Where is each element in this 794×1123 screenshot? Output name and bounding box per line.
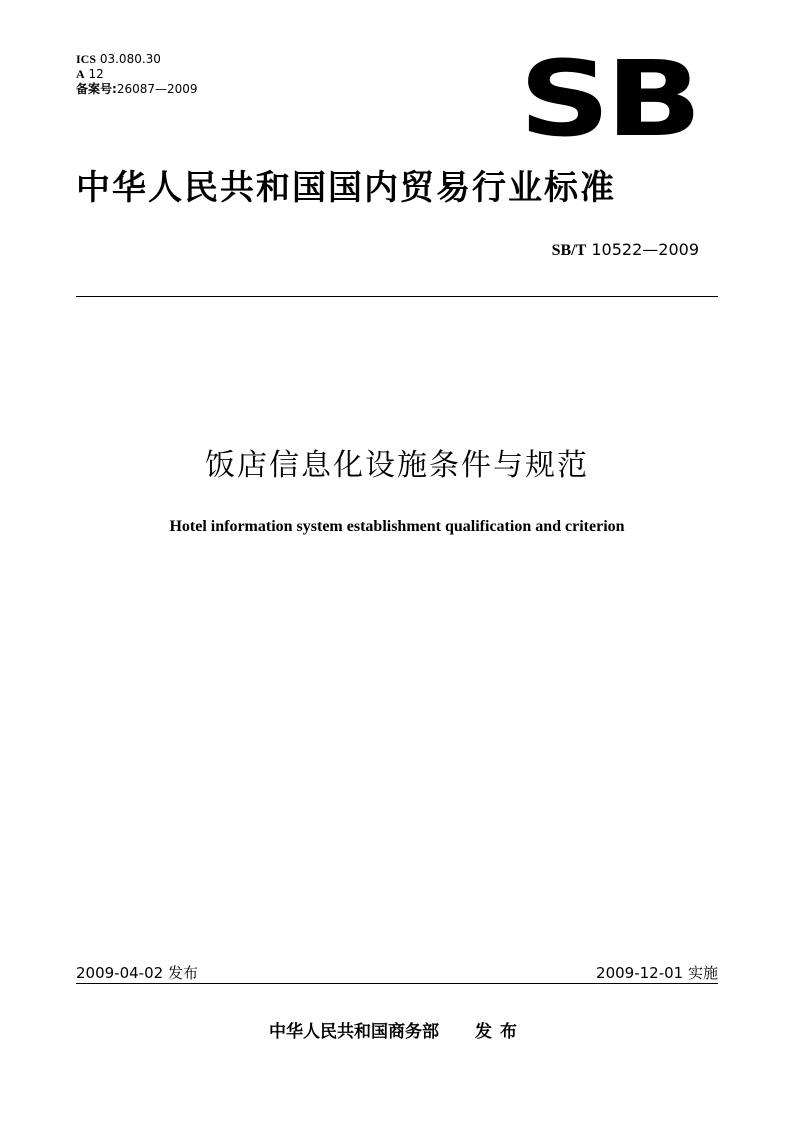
issuer-action: 发布 <box>475 1022 525 1042</box>
ccs-code: 12 <box>88 67 104 81</box>
ics-line <box>76 52 198 67</box>
filing-label: 备案号: <box>76 82 117 96</box>
standard-number <box>552 240 699 260</box>
issue-date: 2009-04-02 发布 <box>76 964 198 982</box>
org-title: 中华人民共和国国内贸易行业标准 <box>76 168 616 208</box>
document-meta <box>76 52 198 97</box>
ccs-line <box>76 67 198 82</box>
ics-label: ICS <box>76 52 97 66</box>
filing-line <box>76 82 198 97</box>
standard-code: 10522—2009 <box>591 240 699 259</box>
issuer-name: 中华人民共和国商务部 <box>269 1022 439 1042</box>
document-title-cn: 饭店信息化设施条件与规范 <box>205 448 589 483</box>
ccs-label: A <box>76 67 85 81</box>
implementation-date: 2009-12-01 实施 <box>596 964 718 982</box>
sb-logo: SB <box>519 38 698 160</box>
filing-code: 26087—2009 <box>116 82 198 96</box>
top-divider <box>76 296 718 297</box>
issuer-line <box>0 1017 794 1042</box>
standard-prefix: SB/T <box>551 242 587 259</box>
bottom-divider <box>76 983 718 984</box>
ics-code: 03.080.30 <box>99 52 161 66</box>
document-title-en: Hotel information system establishment qualification and criterion <box>169 518 625 535</box>
